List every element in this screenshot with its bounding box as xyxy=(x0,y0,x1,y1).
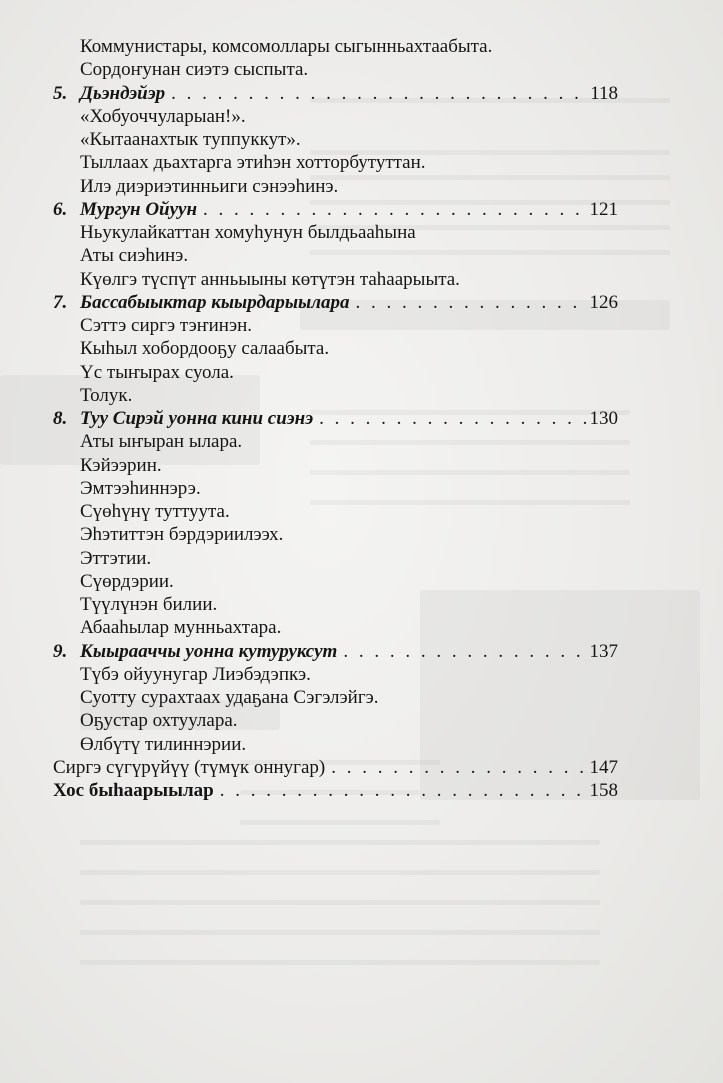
toc-subentry: Эмтээһиннэрэ. xyxy=(80,477,201,499)
toc-subentry: «Кытаанахтык туппуккут». xyxy=(80,129,301,150)
section-title: Мургун Ойуун xyxy=(80,198,198,220)
dot-leader xyxy=(203,198,587,221)
dot-leader xyxy=(356,291,588,314)
toc-section-entry xyxy=(53,407,618,430)
toc-subentry: Түүлүнэн билии. xyxy=(80,594,218,615)
toc-subentry: Ньукулайкаттан хомуһунун былдьааһына xyxy=(80,222,416,243)
toc-subentry: Сэттэ сиргэ тэҥинэн. xyxy=(80,315,253,336)
dot-leader xyxy=(171,82,588,105)
section-title: Сиргэ сүгүрүйүү (түмүк оннугар) xyxy=(53,756,326,778)
toc-subentry: Илэ диэриэтинньиги сэнээһинэ. xyxy=(80,175,339,197)
toc-subentry: Аты ыҥыран ылара. xyxy=(80,431,243,453)
toc-subentry: Аты сиэһинэ. xyxy=(80,245,189,267)
section-number: 7. xyxy=(53,291,68,313)
toc-subentry: Оҕустар охтуулара. xyxy=(80,710,238,732)
page-number: 130 xyxy=(589,408,618,429)
section-title: Кыырааччы уонна кутуруксут xyxy=(80,640,338,662)
toc-subentry: Сордоҥунан сиэтэ сыспыта. xyxy=(80,59,309,81)
toc-subentry: Кыһыл хобордооҕу салаабыта. xyxy=(80,338,330,360)
toc-subentry: Үс тыҥырах суола. xyxy=(80,361,234,383)
toc-section-entry xyxy=(53,779,618,802)
section-title: Хос быһаарыылар xyxy=(53,780,214,801)
toc-subentry: Сүөрдэрии. xyxy=(80,570,174,592)
toc-subentry: Эһэтиттэн бэрдэриилээх. xyxy=(80,524,284,546)
dot-leader xyxy=(220,779,588,802)
toc-section-entry xyxy=(53,640,618,663)
toc-subentry: Сүөһүнү туттуута. xyxy=(80,501,230,522)
page-number: 137 xyxy=(589,640,618,662)
page-number: 158 xyxy=(589,780,618,801)
dot-leader xyxy=(331,756,587,779)
toc-section-entry xyxy=(53,756,618,779)
section-number: 8. xyxy=(53,408,68,429)
toc-subentry: Күөлгэ түспүт анньыыны көтүтэн таһаарыыта. xyxy=(80,268,460,290)
section-number: 6. xyxy=(53,198,68,220)
toc-subentry: Кэйээрин. xyxy=(80,454,162,476)
section-number: 5. xyxy=(53,82,68,104)
page-number: 147 xyxy=(589,756,618,778)
toc-section-entry xyxy=(53,291,618,314)
page-number: 126 xyxy=(589,291,618,313)
page-number: 121 xyxy=(589,198,618,220)
toc-section-entry xyxy=(53,82,618,105)
toc-subentry: Тыллаах дьахтарга этиһэн хотторбутуттан. xyxy=(80,152,426,174)
toc-subentry: Суотту сурахтаах удаҕана Сэгэлэйгэ. xyxy=(80,687,379,708)
toc-subentry: Түбэ ойуунугар Лиэбэдэпкэ. xyxy=(80,663,311,685)
section-title: Туу Сирэй уонна кини сиэнэ xyxy=(80,408,314,429)
section-title: Дьэндэйэр xyxy=(80,82,166,104)
section-title: Бассабыыктар кыырдарыылара xyxy=(80,291,350,313)
page-number: 118 xyxy=(590,82,618,104)
toc-section-entry xyxy=(53,198,618,221)
toc-subentry: Эттэтии. xyxy=(80,547,152,569)
toc-subentry: Өлбүтү тилиннэрии. xyxy=(80,733,247,755)
toc-subentry: Абааһылар мунньахтара. xyxy=(80,617,282,639)
section-number: 9. xyxy=(53,640,68,662)
dot-leader xyxy=(319,407,587,430)
toc-subentry: Толук. xyxy=(80,384,133,406)
toc-subentry: Коммунистары, комсомоллары сыгынньахтаабыта. xyxy=(80,36,493,57)
dot-leader xyxy=(343,640,587,663)
toc-subentry: «Хобуоччуларыан!». xyxy=(80,105,246,127)
